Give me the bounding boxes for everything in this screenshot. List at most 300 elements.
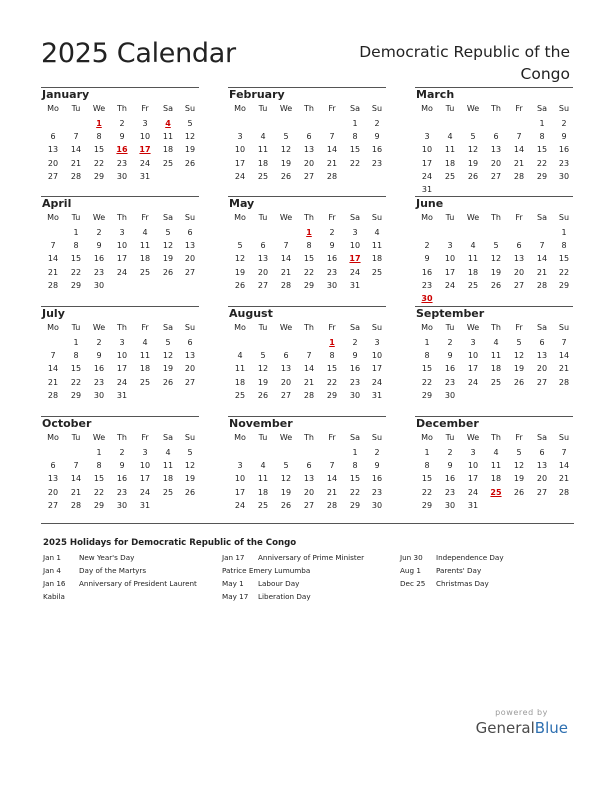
day-cell: 19 xyxy=(513,474,525,484)
weekday-header: Sa xyxy=(350,323,360,332)
day-cell: 28 xyxy=(536,280,548,290)
day-cell: 10 xyxy=(467,461,479,471)
weekday-header: Su xyxy=(558,323,570,332)
day-cell: 30 xyxy=(349,390,361,400)
day-cell: 20 xyxy=(47,487,59,497)
weekday-header: Su xyxy=(558,433,570,442)
divider xyxy=(41,523,574,524)
month-name: August xyxy=(229,307,273,320)
day-cell: 25 xyxy=(257,171,269,181)
day-cell: 4 xyxy=(260,461,266,471)
day-cell: 16 xyxy=(349,364,361,374)
holiday-day-cell: 1 xyxy=(329,338,335,347)
weekday-header: Th xyxy=(117,433,127,442)
day-cell: 14 xyxy=(513,145,525,155)
day-cell: 29 xyxy=(421,390,433,400)
day-cell: 13 xyxy=(47,145,59,155)
day-cell: 10 xyxy=(349,241,361,251)
day-cell: 12 xyxy=(184,461,196,471)
day-cell: 7 xyxy=(516,132,522,142)
day-cell: 26 xyxy=(280,171,292,181)
holiday-name: Day of the Martyrs xyxy=(79,566,147,575)
day-cell: 21 xyxy=(280,267,292,277)
day-cell: 17 xyxy=(467,474,479,484)
day-cell: 26 xyxy=(162,377,174,387)
day-cell: 24 xyxy=(421,171,433,181)
powered-by-text: powered by xyxy=(495,708,548,717)
holidays-title: 2025 Holidays for Democratic Republic of the Congo xyxy=(43,538,297,548)
weekday-header: Fr xyxy=(141,323,149,332)
day-cell: 3 xyxy=(237,461,243,471)
weekday-header: Fr xyxy=(515,213,523,222)
weekday-header: Fr xyxy=(515,323,523,332)
day-cell: 29 xyxy=(70,390,82,400)
holiday-name: Anniversary of President Laurent xyxy=(79,579,197,588)
weekday-header: Th xyxy=(117,323,127,332)
day-cell: 5 xyxy=(493,241,499,251)
weekday-header: Sa xyxy=(537,213,547,222)
day-cell: 25 xyxy=(162,158,174,168)
month-name: February xyxy=(229,88,285,101)
day-cell: 10 xyxy=(467,351,479,361)
day-cell: 10 xyxy=(116,241,128,251)
day-cell: 1 xyxy=(352,119,358,128)
holiday-name: Patrice Emery Lumumba xyxy=(222,566,311,575)
day-cell: 18 xyxy=(490,474,502,484)
day-cell: 19 xyxy=(234,267,246,277)
day-cell: 19 xyxy=(162,364,174,374)
weekday-header: Mo xyxy=(421,323,433,332)
weekday-header: Fr xyxy=(515,433,523,442)
weekday-header: Th xyxy=(304,213,314,222)
day-cell: 4 xyxy=(470,241,476,251)
holiday-date: Aug 1 xyxy=(400,566,421,575)
day-cell: 16 xyxy=(371,145,383,155)
holiday-day-cell: 17 xyxy=(349,254,361,264)
day-cell: 19 xyxy=(280,158,292,168)
weekday-header: Mo xyxy=(47,323,59,332)
weekday-header: Th xyxy=(491,323,501,332)
day-cell: 21 xyxy=(70,487,82,497)
day-cell: 6 xyxy=(187,338,193,347)
day-cell: 31 xyxy=(371,390,383,400)
day-cell: 12 xyxy=(184,132,196,142)
day-cell: 1 xyxy=(73,338,79,347)
day-cell: 9 xyxy=(374,461,380,471)
day-cell: 31 xyxy=(139,500,151,510)
weekday-header: We xyxy=(466,213,480,222)
day-cell: 11 xyxy=(444,145,456,155)
day-cell: 8 xyxy=(306,241,312,251)
weekday-header: Mo xyxy=(421,213,433,222)
month-name: March xyxy=(416,88,455,101)
weekday-header: Sa xyxy=(163,433,173,442)
weekday-header: Fr xyxy=(328,433,336,442)
day-cell: 14 xyxy=(280,254,292,264)
day-cell: 11 xyxy=(467,254,479,264)
weekday-header: We xyxy=(279,323,293,332)
weekday-header: We xyxy=(92,213,106,222)
day-cell: 22 xyxy=(536,158,548,168)
day-cell: 2 xyxy=(447,448,453,457)
day-cell: 5 xyxy=(516,338,522,347)
day-cell: 10 xyxy=(234,145,246,155)
day-cell: 27 xyxy=(536,377,548,387)
day-cell: 11 xyxy=(139,351,151,361)
day-cell: 21 xyxy=(513,158,525,168)
weekday-header: Tu xyxy=(71,104,81,113)
day-cell: 25 xyxy=(139,267,151,277)
day-cell: 22 xyxy=(70,267,82,277)
day-cell: 2 xyxy=(119,119,125,128)
month-name: April xyxy=(42,197,72,210)
day-cell: 6 xyxy=(539,338,545,347)
day-cell: 19 xyxy=(257,377,269,387)
day-cell: 2 xyxy=(352,338,358,347)
day-cell: 15 xyxy=(536,145,548,155)
day-cell: 21 xyxy=(47,377,59,387)
day-cell: 27 xyxy=(513,280,525,290)
day-cell: 1 xyxy=(352,448,358,457)
day-cell: 9 xyxy=(119,461,125,471)
holiday-name: Independence Day xyxy=(436,553,504,562)
day-cell: 26 xyxy=(513,377,525,387)
weekday-header: Su xyxy=(371,213,383,222)
day-cell: 7 xyxy=(539,241,545,251)
day-cell: 18 xyxy=(139,254,151,264)
holiday-date: Jan 4 xyxy=(43,566,61,575)
day-cell: 16 xyxy=(93,364,105,374)
weekday-header: Su xyxy=(371,323,383,332)
day-cell: 8 xyxy=(352,132,358,142)
day-cell: 19 xyxy=(184,474,196,484)
day-cell: 9 xyxy=(447,351,453,361)
day-cell: 15 xyxy=(326,364,338,374)
day-cell: 30 xyxy=(326,280,338,290)
day-cell: 2 xyxy=(96,228,102,237)
weekday-header: Sa xyxy=(537,104,547,113)
holiday-date: Jan 17 xyxy=(222,553,245,562)
day-cell: 8 xyxy=(424,351,430,361)
day-cell: 12 xyxy=(513,351,525,361)
day-cell: 10 xyxy=(444,254,456,264)
holiday-name: Parents' Day xyxy=(436,566,482,575)
day-cell: 1 xyxy=(561,228,567,237)
day-cell: 19 xyxy=(490,267,502,277)
day-cell: 27 xyxy=(184,377,196,387)
holiday-day-cell: 17 xyxy=(139,145,151,155)
day-cell: 6 xyxy=(50,461,56,471)
day-cell: 22 xyxy=(93,487,105,497)
day-cell: 25 xyxy=(467,280,479,290)
day-cell: 28 xyxy=(303,390,315,400)
day-cell: 26 xyxy=(184,487,196,497)
weekday-header: Su xyxy=(184,104,196,113)
day-cell: 26 xyxy=(257,390,269,400)
day-cell: 10 xyxy=(139,461,151,471)
day-cell: 5 xyxy=(237,241,243,251)
weekday-header: Tu xyxy=(445,104,455,113)
day-cell: 14 xyxy=(47,254,59,264)
day-cell: 13 xyxy=(490,145,502,155)
day-cell: 17 xyxy=(234,158,246,168)
day-cell: 28 xyxy=(280,280,292,290)
day-cell: 29 xyxy=(536,171,548,181)
day-cell: 12 xyxy=(234,254,246,264)
day-cell: 30 xyxy=(558,171,570,181)
day-cell: 20 xyxy=(536,474,548,484)
day-cell: 15 xyxy=(349,145,361,155)
day-cell: 11 xyxy=(162,132,174,142)
day-cell: 20 xyxy=(490,158,502,168)
day-cell: 21 xyxy=(558,474,570,484)
holiday-date: Dec 25 xyxy=(400,579,426,588)
day-cell: 12 xyxy=(467,145,479,155)
day-cell: 5 xyxy=(516,448,522,457)
day-cell: 15 xyxy=(70,364,82,374)
day-cell: 27 xyxy=(280,390,292,400)
day-cell: 13 xyxy=(257,254,269,264)
day-cell: 15 xyxy=(421,364,433,374)
day-cell: 15 xyxy=(349,474,361,484)
day-cell: 15 xyxy=(303,254,315,264)
day-cell: 30 xyxy=(93,280,105,290)
day-cell: 29 xyxy=(349,500,361,510)
day-cell: 30 xyxy=(116,500,128,510)
day-cell: 1 xyxy=(539,119,545,128)
day-cell: 13 xyxy=(47,474,59,484)
day-cell: 3 xyxy=(470,338,476,347)
day-cell: 25 xyxy=(162,487,174,497)
day-cell: 23 xyxy=(371,487,383,497)
day-cell: 4 xyxy=(374,228,380,237)
day-cell: 12 xyxy=(280,474,292,484)
day-cell: 9 xyxy=(352,351,358,361)
day-cell: 11 xyxy=(139,241,151,251)
day-cell: 26 xyxy=(162,267,174,277)
day-cell: 22 xyxy=(326,377,338,387)
day-cell: 9 xyxy=(561,132,567,142)
day-cell: 24 xyxy=(444,280,456,290)
day-cell: 15 xyxy=(421,474,433,484)
day-cell: 29 xyxy=(70,280,82,290)
day-cell: 23 xyxy=(421,280,433,290)
day-cell: 9 xyxy=(374,132,380,142)
generalblue-logo[interactable] xyxy=(476,708,568,738)
day-cell: 1 xyxy=(73,228,79,237)
day-cell: 5 xyxy=(187,119,193,128)
day-cell: 31 xyxy=(349,280,361,290)
weekday-header: Fr xyxy=(141,104,149,113)
day-cell: 16 xyxy=(558,145,570,155)
day-cell: 15 xyxy=(70,254,82,264)
day-cell: 14 xyxy=(558,461,570,471)
weekday-header: Th xyxy=(117,213,127,222)
holiday-name: Kabila xyxy=(43,592,65,601)
day-cell: 30 xyxy=(371,500,383,510)
day-cell: 17 xyxy=(444,267,456,277)
holiday-name: Labour Day xyxy=(258,579,300,588)
day-cell: 27 xyxy=(47,171,59,181)
day-cell: 7 xyxy=(50,241,56,251)
day-cell: 13 xyxy=(280,364,292,374)
day-cell: 9 xyxy=(447,461,453,471)
weekday-header: Sa xyxy=(350,433,360,442)
weekday-header: We xyxy=(466,323,480,332)
day-cell: 3 xyxy=(374,338,380,347)
day-cell: 23 xyxy=(371,158,383,168)
day-cell: 7 xyxy=(50,351,56,361)
weekday-header: Mo xyxy=(234,323,246,332)
day-cell: 19 xyxy=(184,145,196,155)
day-cell: 22 xyxy=(421,377,433,387)
day-cell: 14 xyxy=(536,254,548,264)
day-cell: 23 xyxy=(326,267,338,277)
day-cell: 25 xyxy=(490,377,502,387)
day-cell: 27 xyxy=(47,500,59,510)
day-cell: 4 xyxy=(142,338,148,347)
day-cell: 24 xyxy=(234,500,246,510)
weekday-header: Mo xyxy=(234,213,246,222)
day-cell: 26 xyxy=(467,171,479,181)
day-cell: 28 xyxy=(558,487,570,497)
brand-name-general: General xyxy=(475,719,535,737)
day-cell: 23 xyxy=(93,377,105,387)
day-cell: 6 xyxy=(187,228,193,237)
day-cell: 8 xyxy=(96,132,102,142)
day-cell: 18 xyxy=(257,487,269,497)
weekday-header: Sa xyxy=(163,323,173,332)
day-cell: 7 xyxy=(561,338,567,347)
day-cell: 13 xyxy=(536,461,548,471)
day-cell: 14 xyxy=(326,145,338,155)
day-cell: 18 xyxy=(371,254,383,264)
weekday-header: Su xyxy=(558,104,570,113)
day-cell: 2 xyxy=(561,119,567,128)
weekday-header: Tu xyxy=(258,323,268,332)
weekday-header: Tu xyxy=(71,433,81,442)
weekday-header: Tu xyxy=(445,213,455,222)
day-cell: 17 xyxy=(116,254,128,264)
day-cell: 28 xyxy=(558,377,570,387)
day-cell: 15 xyxy=(93,145,105,155)
day-cell: 22 xyxy=(93,158,105,168)
day-cell: 10 xyxy=(421,145,433,155)
day-cell: 23 xyxy=(444,487,456,497)
day-cell: 4 xyxy=(493,338,499,347)
day-cell: 2 xyxy=(96,338,102,347)
weekday-header: We xyxy=(279,433,293,442)
day-cell: 19 xyxy=(280,487,292,497)
day-cell: 5 xyxy=(283,461,289,471)
day-cell: 8 xyxy=(96,461,102,471)
day-cell: 29 xyxy=(558,280,570,290)
day-cell: 11 xyxy=(490,351,502,361)
day-cell: 3 xyxy=(237,132,243,142)
day-cell: 4 xyxy=(493,448,499,457)
holiday-day-cell: 16 xyxy=(116,145,128,155)
day-cell: 15 xyxy=(93,474,105,484)
day-cell: 6 xyxy=(50,132,56,142)
day-cell: 29 xyxy=(303,280,315,290)
day-cell: 31 xyxy=(116,390,128,400)
day-cell: 11 xyxy=(490,461,502,471)
weekday-header: Tu xyxy=(71,213,81,222)
page-title: 2025 Calendar xyxy=(41,38,236,69)
day-cell: 5 xyxy=(283,132,289,142)
day-cell: 30 xyxy=(444,390,456,400)
weekday-header: Th xyxy=(117,104,127,113)
weekday-header: Mo xyxy=(421,104,433,113)
weekday-header: Sa xyxy=(163,104,173,113)
day-cell: 24 xyxy=(349,267,361,277)
weekday-header: Mo xyxy=(234,104,246,113)
day-cell: 9 xyxy=(96,351,102,361)
day-cell: 4 xyxy=(142,228,148,237)
day-cell: 24 xyxy=(116,267,128,277)
day-cell: 26 xyxy=(234,280,246,290)
day-cell: 10 xyxy=(234,474,246,484)
weekday-header: We xyxy=(92,433,106,442)
day-cell: 18 xyxy=(490,364,502,374)
country-name: Democratic Republic of the Congo xyxy=(359,43,570,83)
day-cell: 11 xyxy=(234,364,246,374)
day-cell: 6 xyxy=(306,461,312,471)
holiday-date: Jun 30 xyxy=(400,553,423,562)
day-cell: 17 xyxy=(139,474,151,484)
day-cell: 24 xyxy=(116,377,128,387)
day-cell: 16 xyxy=(326,254,338,264)
day-cell: 6 xyxy=(260,241,266,251)
day-cell: 6 xyxy=(539,448,545,457)
day-cell: 21 xyxy=(536,267,548,277)
day-cell: 20 xyxy=(257,267,269,277)
day-cell: 20 xyxy=(303,158,315,168)
day-cell: 20 xyxy=(280,377,292,387)
day-cell: 6 xyxy=(493,132,499,142)
day-cell: 10 xyxy=(371,351,383,361)
day-cell: 14 xyxy=(70,145,82,155)
day-cell: 5 xyxy=(165,228,171,237)
day-cell: 2 xyxy=(119,448,125,457)
day-cell: 29 xyxy=(326,390,338,400)
holiday-name: Christmas Day xyxy=(436,579,489,588)
day-cell: 13 xyxy=(536,351,548,361)
weekday-header: Su xyxy=(184,213,196,222)
day-cell: 4 xyxy=(165,448,171,457)
day-cell: 20 xyxy=(47,158,59,168)
day-cell: 9 xyxy=(96,241,102,251)
day-cell: 10 xyxy=(139,132,151,142)
day-cell: 11 xyxy=(257,474,269,484)
day-cell: 8 xyxy=(561,241,567,251)
weekday-header: Th xyxy=(491,213,501,222)
day-cell: 24 xyxy=(139,158,151,168)
day-cell: 3 xyxy=(424,132,430,142)
day-cell: 17 xyxy=(421,158,433,168)
day-cell: 16 xyxy=(93,254,105,264)
weekday-header: Tu xyxy=(445,323,455,332)
day-cell: 5 xyxy=(187,448,193,457)
day-cell: 31 xyxy=(467,500,479,510)
day-cell: 27 xyxy=(536,487,548,497)
holiday-day-cell: 4 xyxy=(165,119,171,128)
day-cell: 27 xyxy=(303,500,315,510)
weekday-header: Mo xyxy=(47,104,59,113)
day-cell: 23 xyxy=(116,487,128,497)
day-cell: 9 xyxy=(119,132,125,142)
day-cell: 25 xyxy=(257,500,269,510)
